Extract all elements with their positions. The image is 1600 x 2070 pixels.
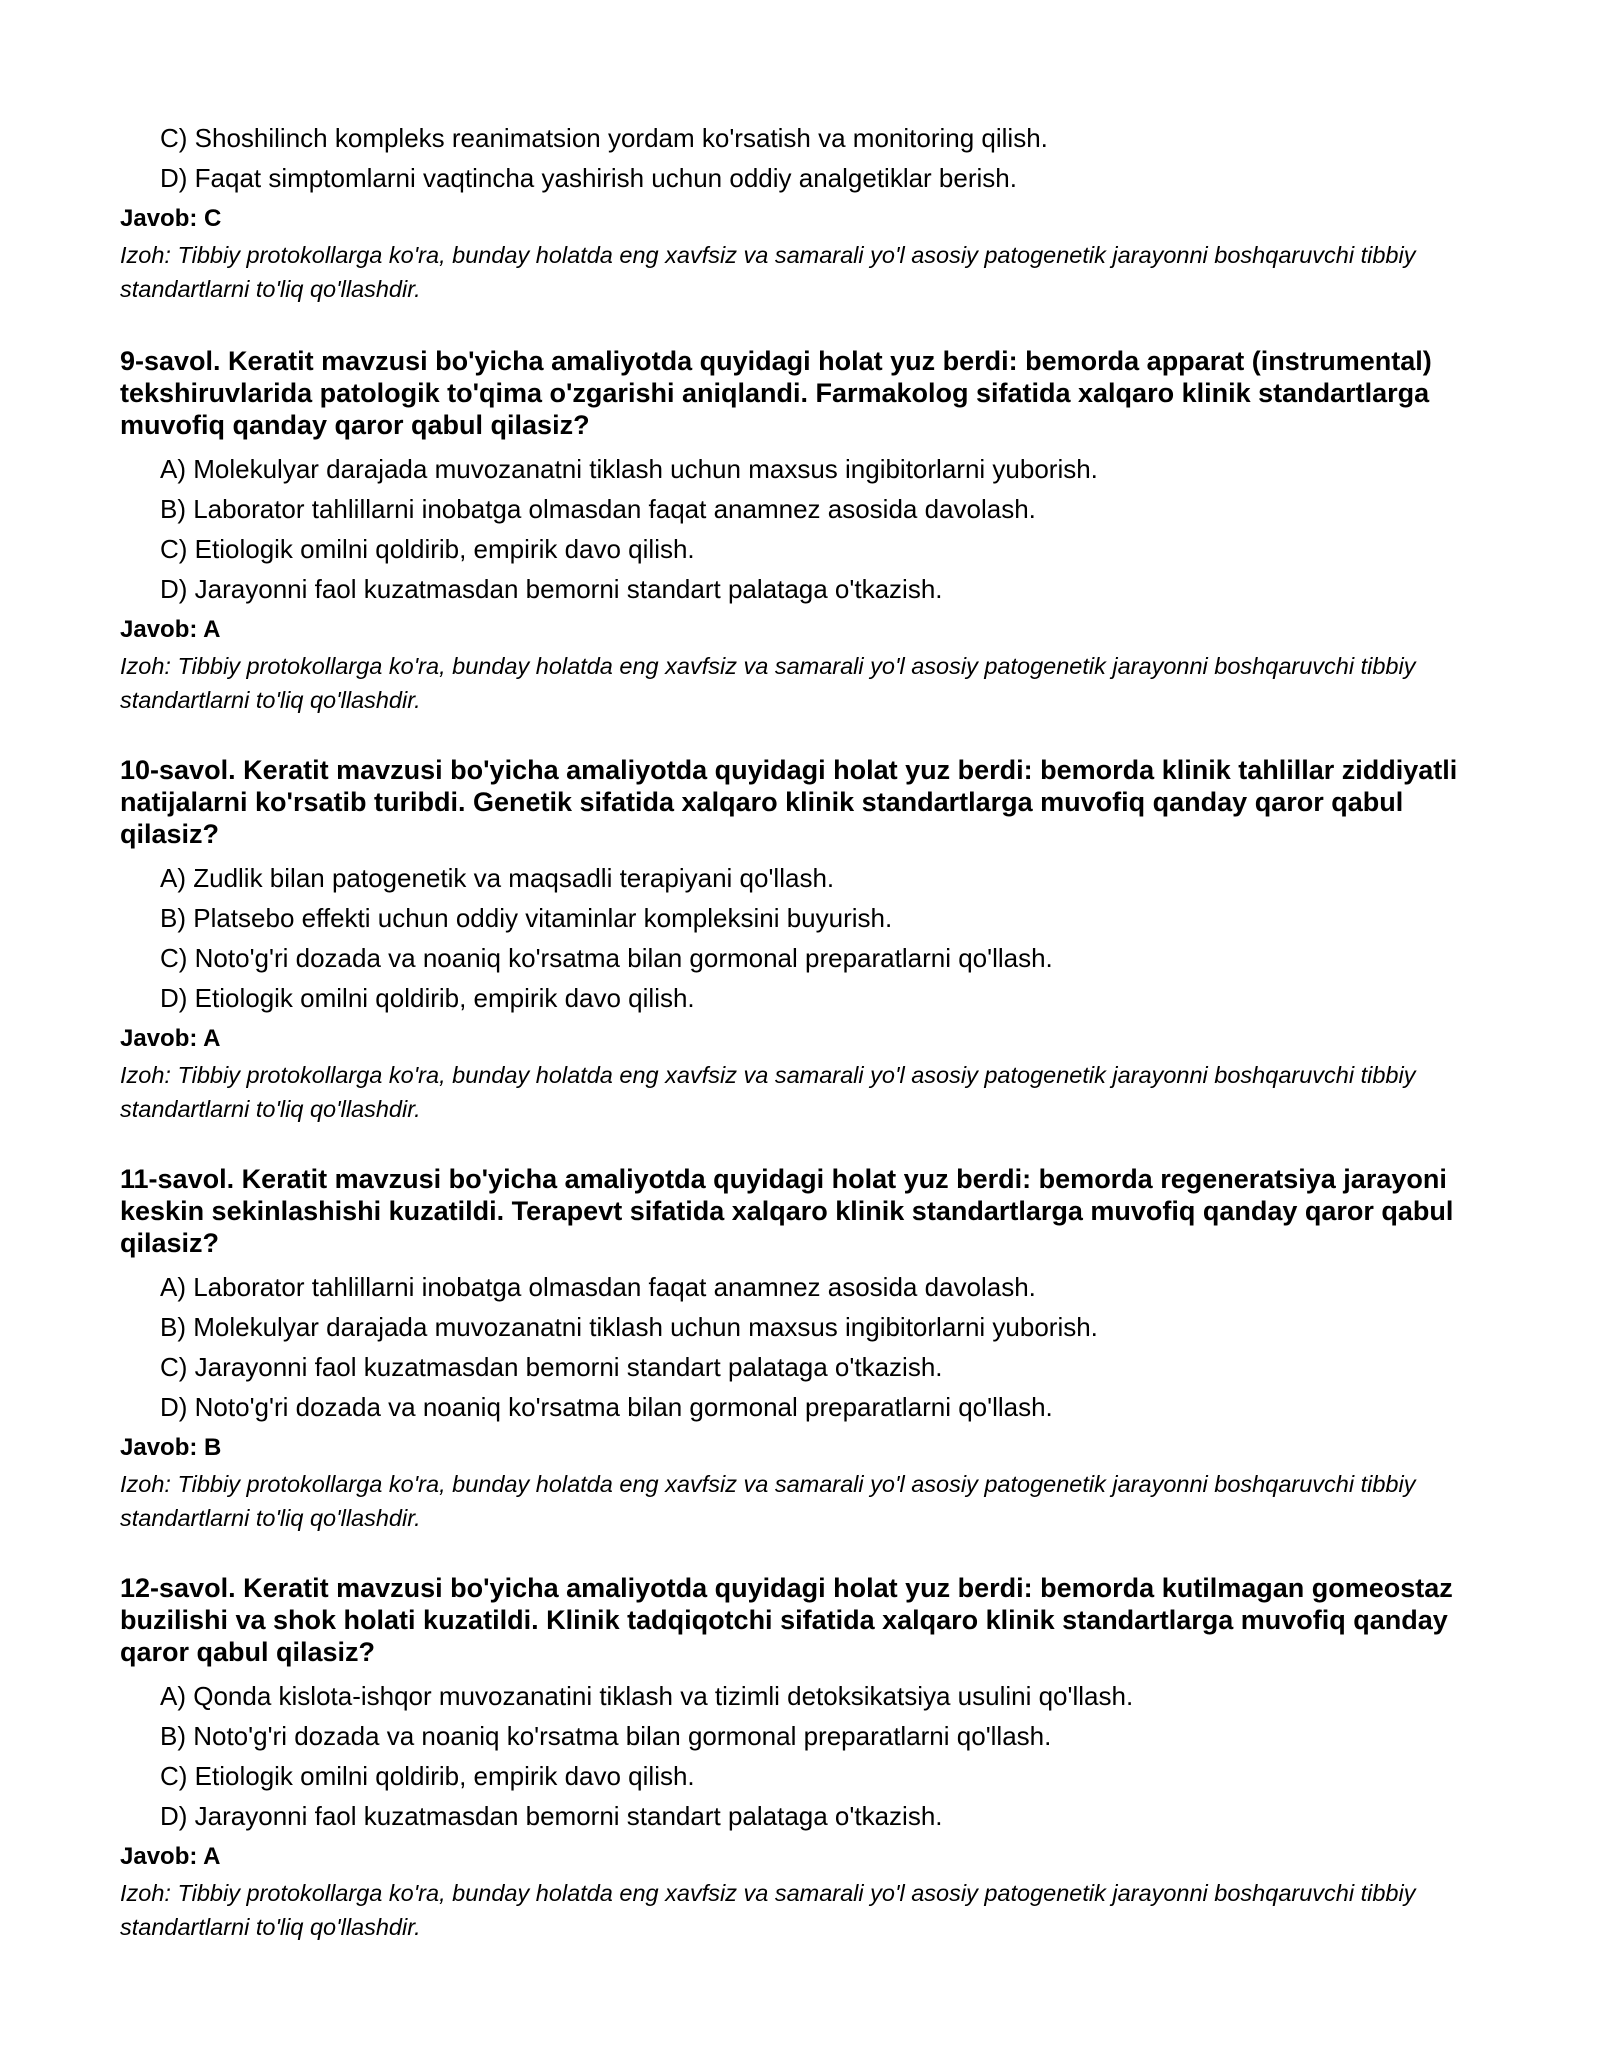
question-text: 10-savol. Keratit mavzusi bo'yicha amaliyotda quyidagi holat yuz berdi: bemorda klinik tahlillar ziddiyatli natijalarni ko'rsatib turibdi. Genetik sifatida xalqaro klinik standartlarga muvofiq qanday qaror qabul qilasiz? — [120, 755, 1458, 849]
option-c: C) Etiologik omilni qoldirib, empirik davo qilish. — [160, 534, 695, 564]
question-text: 12-savol. Keratit mavzusi bo'yicha amaliyotda quyidagi holat yuz berdi: bemorda kutilmagan gomeostaz buzilishi va shok holati kuzatildi. Klinik tadqiqotchi sifatida xalqaro klinik standartlarga muvofiq qanday qaror qabul qilasiz? — [120, 1573, 1453, 1667]
answer-label: Javob: C — [120, 205, 222, 232]
option-b: B) Platsebo effekti uchun oddiy vitaminlar kompleksini buyurish. — [160, 903, 893, 933]
explanation-note: Izoh: Tibbiy protokollarga ko'ra, bunday holatda eng xavfsiz va samarali yo'l asosiy patogenetik jarayonni boshqaruvchi tibbiy standartlarni to'liq qo'llashdir. — [120, 653, 1416, 713]
explanation-note: Izoh: Tibbiy protokollarga ko'ra, bunday holatda eng xavfsiz va samarali yo'l asosiy patogenetik jarayonni boshqaruvchi tibbiy standartlarni to'liq qo'llashdir. — [120, 1880, 1416, 1940]
option-b: B) Laborator tahlillarni inobatga olmasdan faqat anamnez asosida davolash. — [160, 494, 1036, 524]
option-c: C) Jarayonni faol kuzatmasdan bemorni standart palataga o'tkazish. — [160, 1352, 943, 1382]
option-a: A) Molekulyar darajada muvozanatni tiklash uchun maxsus ingibitorlarni yuborish. — [160, 454, 1098, 484]
question-9 — [120, 345, 1480, 717]
option-a: A) Qonda kislota-ishqor muvozanatini tiklash va tizimli detoksikatsiya usulini qo'llash. — [160, 1681, 1134, 1711]
option-a: A) Zudlik bilan patogenetik va maqsadli terapiyani qo'llash. — [160, 863, 835, 893]
option-c: C) Shoshilinch kompleks reanimatsion yordam ko'rsatish va monitoring qilish. — [160, 123, 1048, 153]
answer-label: Javob: A — [120, 616, 221, 643]
option-b: B) Molekulyar darajada muvozanatni tiklash uchun maxsus ingibitorlarni yuborish. — [160, 1312, 1098, 1342]
question-12 — [120, 1572, 1480, 1944]
explanation-note: Izoh: Tibbiy protokollarga ko'ra, bunday holatda eng xavfsiz va samarali yo'l asosiy patogenetik jarayonni boshqaruvchi tibbiy standartlarni to'liq qo'llashdir. — [120, 1062, 1416, 1122]
question-11 — [120, 1163, 1480, 1535]
answer-label: Javob: A — [120, 1843, 221, 1870]
option-c: C) Etiologik omilni qoldirib, empirik davo qilish. — [160, 1761, 695, 1791]
option-d: D) Faqat simptomlarni vaqtincha yashirish uchun oddiy analgetiklar berish. — [160, 163, 1017, 193]
answer-label: Javob: B — [120, 1434, 222, 1461]
question-text: 11-savol. Keratit mavzusi bo'yicha amaliyotda quyidagi holat yuz berdi: bemorda regeneratsiya jarayoni keskin sekinlashishi kuzatildi. Terapevt sifatida xalqaro klinik standartlarga muvofiq qanday qaror qabul qilasiz? — [120, 1164, 1454, 1258]
explanation-note: Izoh: Tibbiy protokollarga ko'ra, bunday holatda eng xavfsiz va samarali yo'l asosiy patogenetik jarayonni boshqaruvchi tibbiy standartlarni to'liq qo'llashdir. — [120, 1471, 1416, 1531]
option-d: D) Jarayonni faol kuzatmasdan bemorni standart palataga o'tkazish. — [160, 1801, 943, 1831]
explanation-note: Izoh: Tibbiy protokollarga ko'ra, bunday holatda eng xavfsiz va samarali yo'l asosiy patogenetik jarayonni boshqaruvchi tibbiy standartlarni to'liq qo'llashdir. — [120, 242, 1416, 302]
option-c: C) Noto'g'ri dozada va noaniq ko'rsatma bilan gormonal preparatlarni qo'llash. — [160, 943, 1053, 973]
option-d: D) Noto'g'ri dozada va noaniq ko'rsatma bilan gormonal preparatlarni qo'llash. — [160, 1392, 1053, 1422]
option-d: D) Etiologik omilni qoldirib, empirik davo qilish. — [160, 983, 695, 1013]
option-b: B) Noto'g'ri dozada va noaniq ko'rsatma bilan gormonal preparatlarni qo'llash. — [160, 1721, 1052, 1751]
question-10 — [120, 754, 1480, 1126]
option-a: A) Laborator tahlillarni inobatga olmasdan faqat anamnez asosida davolash. — [160, 1272, 1036, 1302]
question-text: 9-savol. Keratit mavzusi bo'yicha amaliyotda quyidagi holat yuz berdi: bemorda apparat (instrumental) tekshiruvlarida patologik to'qima o'zgarishi aniqlandi. Farmakolog sifatida xalqaro klinik standartlarga muvofiq qanday qaror qabul qilasiz? — [120, 346, 1432, 440]
option-d: D) Jarayonni faol kuzatmasdan bemorni standart palataga o'tkazish. — [160, 574, 943, 604]
answer-label: Javob: A — [120, 1025, 221, 1052]
question-8-continuation — [120, 118, 1480, 306]
